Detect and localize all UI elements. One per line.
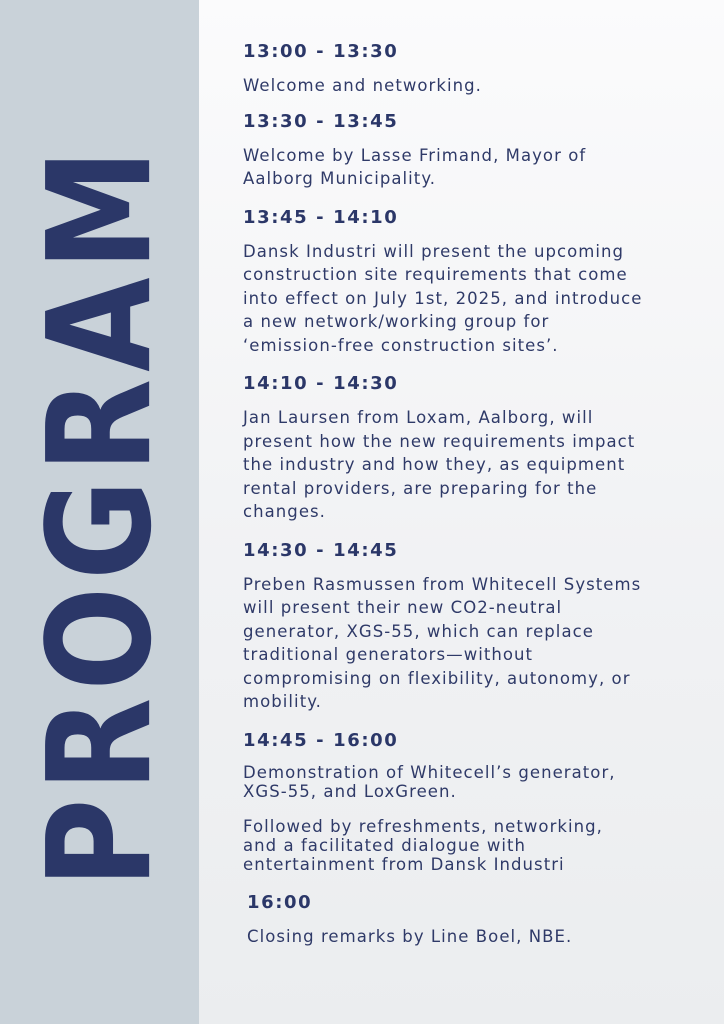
description-line: present how the new requirements impact — [243, 431, 636, 451]
program-item-time: 13:00 - 13:30 — [243, 41, 399, 62]
program-item-description — [243, 144, 703, 191]
description-line: into effect on July 1st, 2025, and introduce — [243, 288, 643, 308]
program-item-description — [247, 925, 703, 949]
description-line: Preben Rasmussen from Whitecell Systems — [243, 574, 642, 594]
description-line: compromising on flexibility, autonomy, or — [243, 668, 631, 688]
description-line: rental providers, are preparing for the — [243, 478, 598, 498]
description-line: ‘emission-free construction sites’. — [243, 335, 559, 355]
program-item — [243, 40, 703, 98]
description-line: will present their new CO2-neutral — [243, 598, 563, 617]
program-item-time: 14:30 - 14:45 — [243, 539, 399, 561]
description-line: and a facilitated dialogue with — [243, 835, 527, 855]
program-item — [243, 206, 703, 358]
program-item-description — [243, 240, 703, 358]
program-item-time: 16:00 — [247, 891, 313, 913]
program-item-description — [243, 406, 703, 524]
program-item-followup — [243, 817, 703, 874]
description-line: Welcome and networking. — [243, 76, 482, 95]
description-line: traditional generators—without — [243, 645, 534, 664]
description-line: Jan Laursen from Loxam, Aalborg, will — [243, 408, 594, 427]
description-line: the industry and how they, as equipment — [243, 455, 626, 474]
description-line: Demonstration of Whitecell’s generator, — [243, 762, 616, 782]
program-item — [243, 729, 703, 874]
program-item-time: 14:45 - 16:00 — [243, 729, 399, 751]
program-item-time: 13:30 - 13:45 — [243, 110, 399, 132]
description-line: changes. — [243, 502, 326, 521]
program-item — [243, 539, 703, 714]
description-line: Dansk Industri will present the upcoming — [243, 241, 625, 261]
program-schedule — [243, 40, 703, 948]
program-item-time: 14:10 - 14:30 — [243, 373, 399, 394]
program-item-description — [243, 573, 703, 714]
description-line: generator, XGS-55, which can replace — [243, 621, 594, 641]
description-line: a new network/working group for — [243, 312, 550, 331]
description-line: Aalborg Municipality. — [243, 169, 437, 188]
description-line: mobility. — [243, 692, 322, 711]
program-item-description — [243, 763, 703, 801]
description-line: XGS-55, and LoxGreen. — [243, 781, 457, 801]
program-item — [243, 891, 703, 949]
description-line: Welcome by Lasse Frimand, Mayor of — [243, 145, 587, 165]
description-line: Followed by refreshments, networking, — [243, 816, 603, 836]
description-line: Closing remarks by Line Boel, NBE. — [247, 926, 573, 946]
program-title: PROGRAM — [16, 142, 184, 888]
description-line: entertainment from Dansk Industri — [243, 854, 565, 874]
program-item — [243, 372, 703, 524]
program-item — [243, 110, 703, 191]
program-item-description — [243, 74, 703, 98]
description-line: construction site requirements that come — [243, 265, 628, 284]
program-item-time: 13:45 - 14:10 — [243, 206, 399, 228]
